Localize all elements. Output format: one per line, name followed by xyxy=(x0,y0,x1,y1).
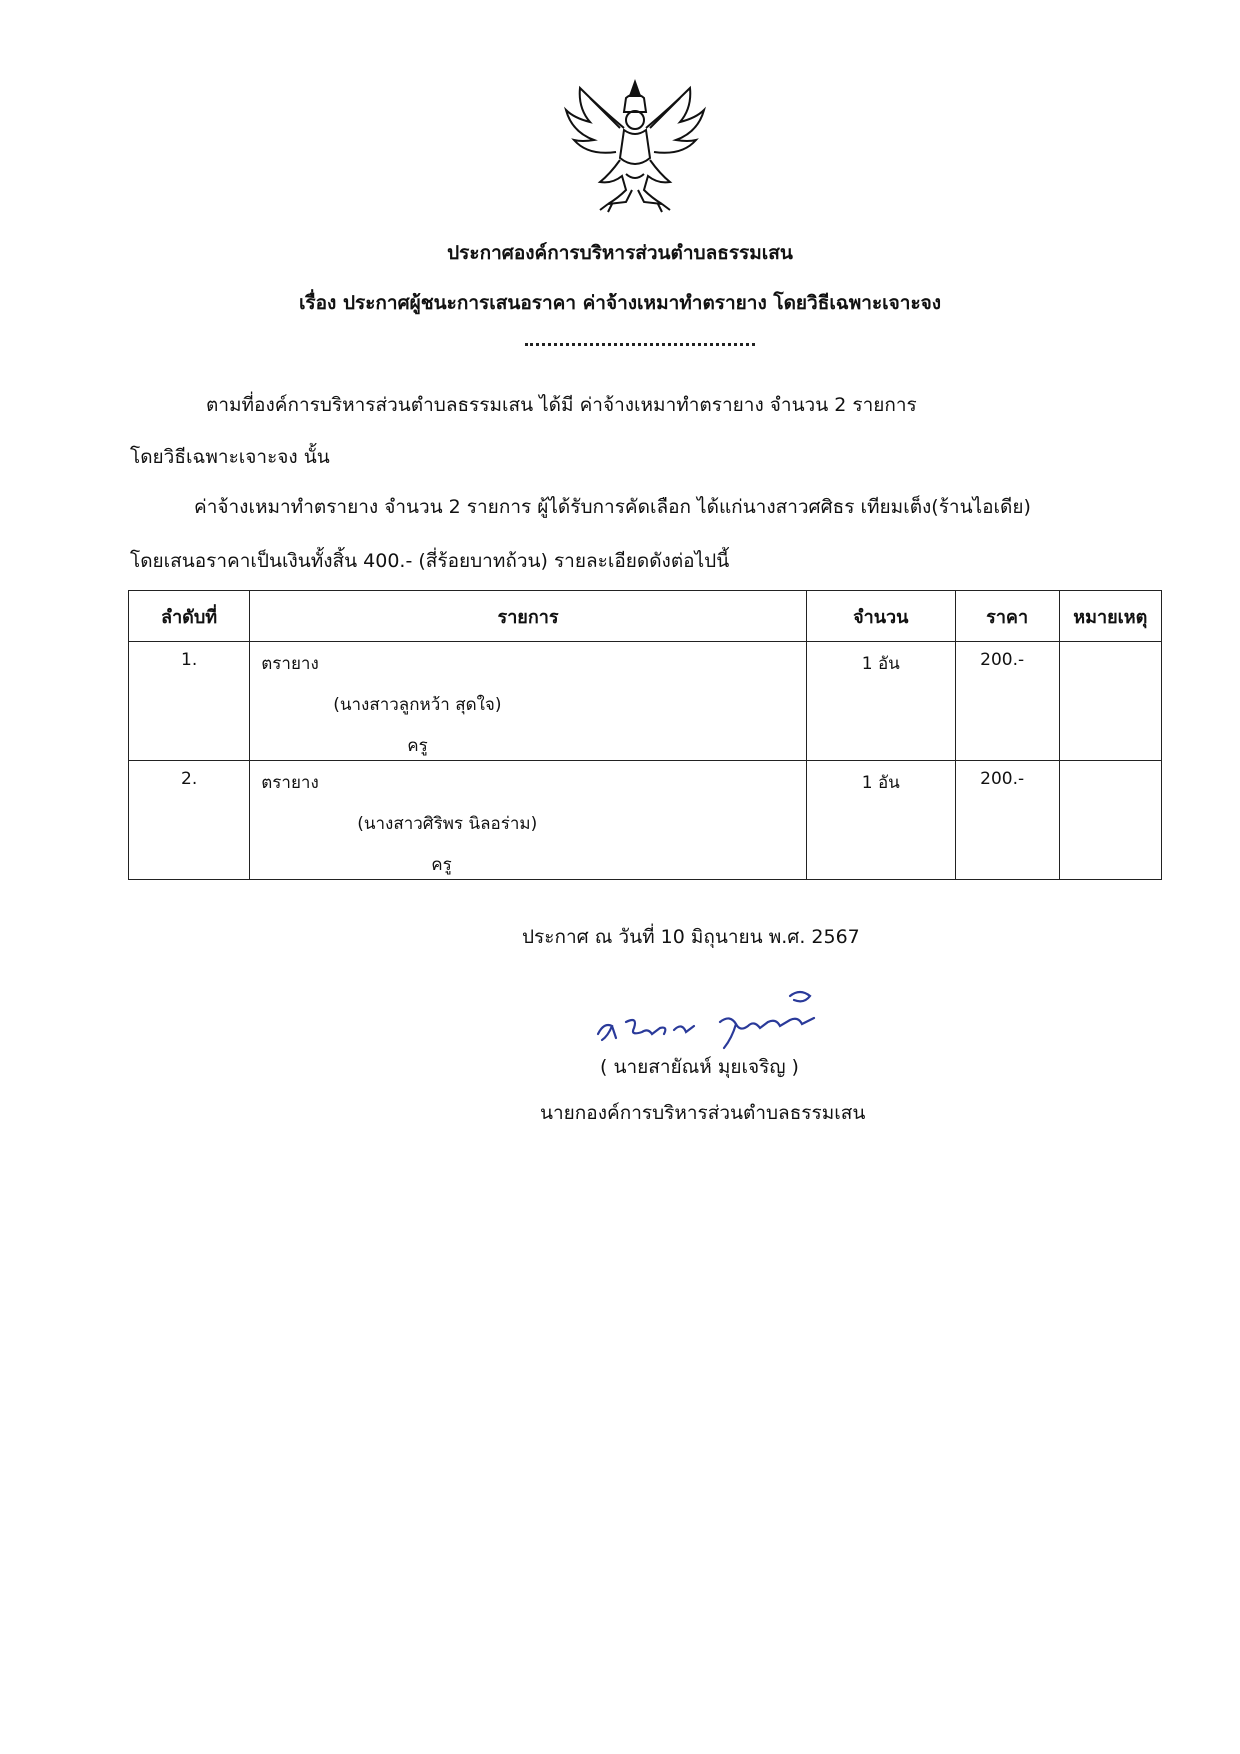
paragraph-1-line-1: ตามที่องค์การบริหารส่วนตำบลธรรมเสน ได้มี ค่าจ้างเหมาทำตรายาง จำนวน 2 รายการ xyxy=(206,394,917,416)
header-no: ลำดับที่ xyxy=(129,591,250,642)
row-item-cell xyxy=(250,642,807,761)
paragraph-2-line-1: ค่าจ้างเหมาทำตรายาง จำนวน 2 รายการ ผู้ได้รับการคัดเลือก ได้แก่นางสาวศศิธร เทียมเต็ง(ร้านไอเดีย) xyxy=(194,496,1031,518)
table-header-row xyxy=(129,591,1162,642)
signer-name: ( นายสายัณห์ มุยเจริญ ) xyxy=(600,1056,799,1078)
header-item: รายการ xyxy=(250,591,807,642)
subject-line: เรื่อง ประกาศผู้ชนะการเสนอราคา ค่าจ้างเหมาทำตรายาง โดยวิธีเฉพาะเจาะจง xyxy=(298,292,942,314)
row-price-cell xyxy=(955,761,1059,880)
row-price: 200.- xyxy=(980,769,1025,789)
item-name: ตรายาง xyxy=(261,654,319,674)
header-qty: จำนวน xyxy=(806,591,955,642)
table-row xyxy=(129,642,1162,761)
item-person: (นางสาวลูกหว้า สุดใจ) xyxy=(333,695,502,715)
paragraph-1-line-2: โดยวิธีเฉพาะเจาะจง นั้น xyxy=(130,446,330,468)
item-role: ครู xyxy=(407,736,428,756)
row-note xyxy=(1059,642,1161,761)
garuda-emblem-icon xyxy=(560,78,710,216)
items-table xyxy=(128,590,1162,880)
page-title: ประกาศองค์การบริหารส่วนตำบลธรรมเสน xyxy=(447,242,793,264)
row-price-cell xyxy=(955,642,1059,761)
dotted-divider xyxy=(525,343,755,346)
row-number: 1. xyxy=(129,642,250,761)
table-row xyxy=(129,761,1162,880)
row-note xyxy=(1059,761,1161,880)
handwritten-signature-icon xyxy=(590,982,850,1052)
signer-position: นายกองค์การบริหารส่วนตำบลธรรมเสน xyxy=(540,1102,866,1124)
header-price: ราคา xyxy=(955,591,1059,642)
announcement-date: ประกาศ ณ วันที่ 10 มิถุนายน พ.ศ. 2567 xyxy=(522,926,860,948)
row-item-cell xyxy=(250,761,807,880)
header-note: หมายเหตุ xyxy=(1059,591,1161,642)
row-quantity: 1 อัน xyxy=(806,642,955,761)
item-person: (นางสาวศิริพร นิลอร่าม) xyxy=(357,814,538,834)
paragraph-2-line-2: โดยเสนอราคาเป็นเงินทั้งสิ้น 400.- (สี่ร้อยบาทถ้วน) รายละเอียดดังต่อไปนี้ xyxy=(130,550,730,572)
row-price: 200.- xyxy=(980,650,1025,670)
row-number: 2. xyxy=(129,761,250,880)
item-role: ครู xyxy=(431,855,452,875)
item-name: ตรายาง xyxy=(261,773,319,793)
row-quantity: 1 อัน xyxy=(806,761,955,880)
